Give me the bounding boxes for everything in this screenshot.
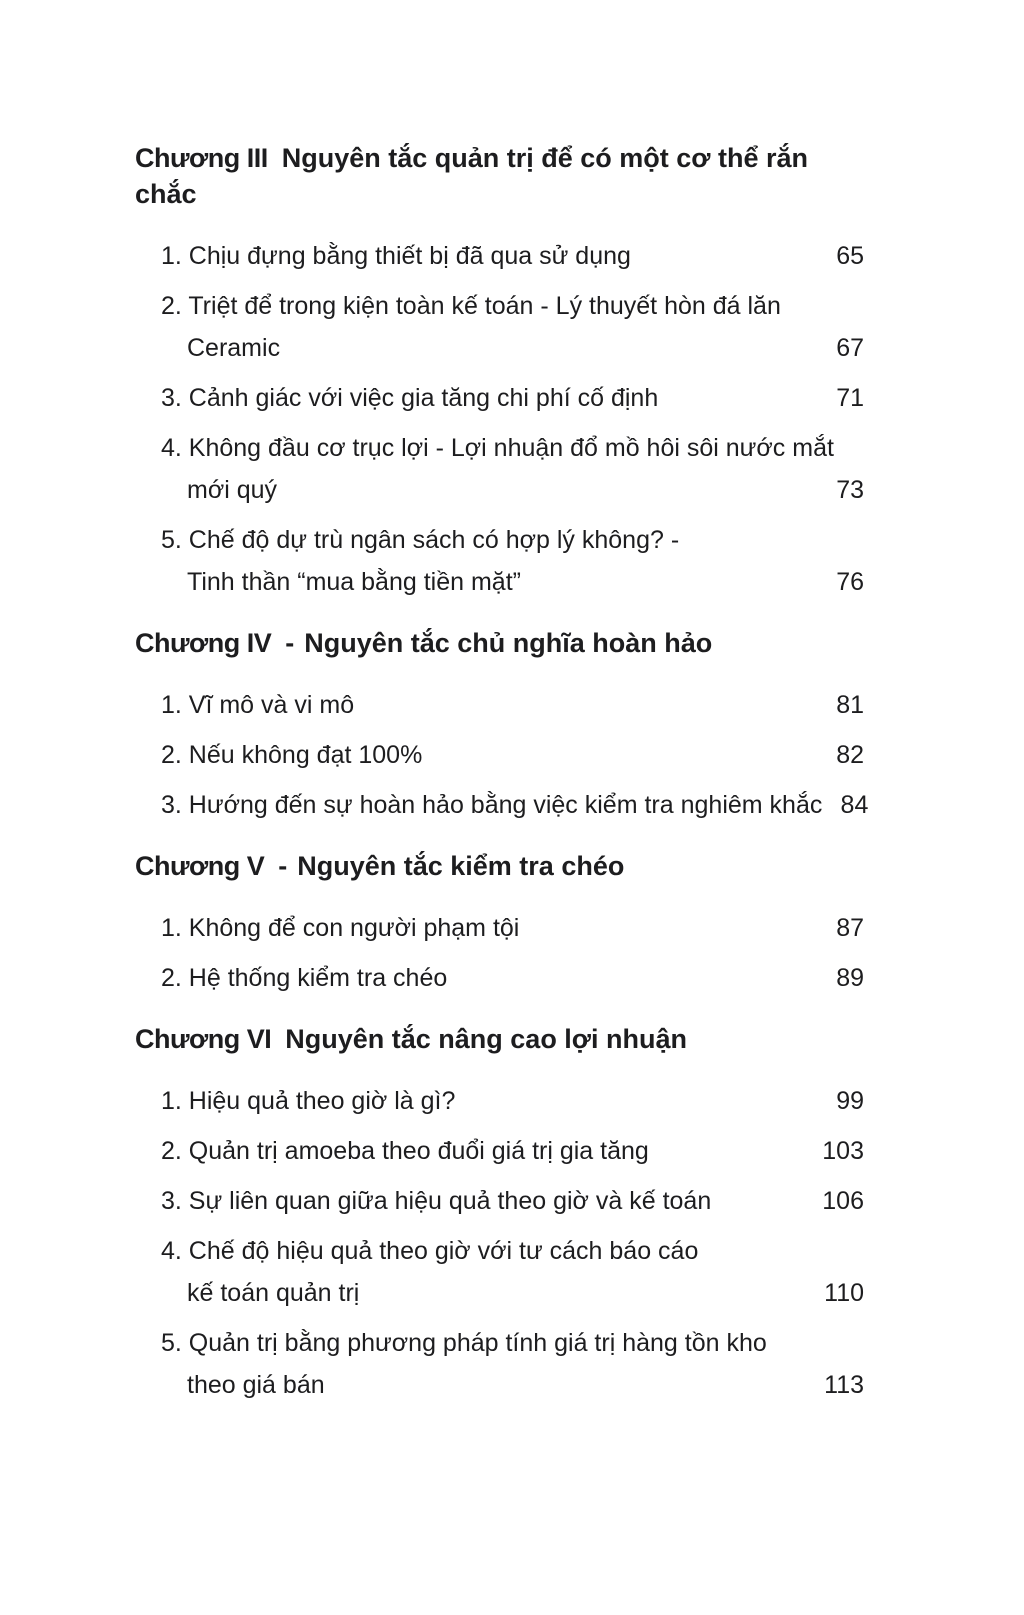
entry-page-number: 99 — [836, 1087, 864, 1115]
entry-text: 1. Hiệu quả theo giờ là gì? — [161, 1087, 456, 1115]
toc-entry — [161, 1180, 864, 1222]
entry-text: 5. Chế độ dự trù ngân sách có hợp lý không? - — [161, 526, 680, 554]
chapter-heading — [135, 625, 864, 661]
toc-entry-line — [161, 1230, 864, 1272]
toc-sections — [135, 140, 869, 1406]
toc-entry — [161, 684, 864, 726]
entry-text: theo giá bán — [187, 1371, 325, 1399]
toc-entry — [161, 377, 864, 419]
toc-entry-line — [161, 285, 864, 327]
entry-text: 2. Nếu không đạt 100% — [161, 741, 423, 769]
chapter-label: Chương V — [135, 851, 265, 881]
entry-text: Tinh thần “mua bằng tiền mặt” — [187, 568, 521, 596]
entry-text: 3. Cảnh giác với việc gia tăng chi phí cố định — [161, 384, 659, 412]
toc-entry-line — [161, 734, 864, 776]
toc-section-1 — [135, 140, 864, 603]
entry-page-number: 65 — [836, 242, 864, 270]
entry-text: 1. Vĩ mô và vi mô — [161, 691, 355, 719]
toc-entry-line — [161, 1130, 864, 1172]
entry-page-number: 103 — [822, 1137, 864, 1165]
entry-page-number: 71 — [836, 384, 864, 412]
toc-entry-line — [161, 427, 864, 469]
chapter-heading — [135, 1021, 864, 1057]
toc-entry-line — [161, 235, 864, 277]
entry-text: mới quý — [187, 476, 278, 504]
toc-entry — [161, 907, 864, 949]
toc-entry-line — [161, 784, 869, 826]
toc-entry-line — [161, 1272, 864, 1314]
toc-entry — [161, 1322, 864, 1406]
entry-text: 1. Không để con người phạm tội — [161, 914, 520, 942]
toc-entry — [161, 957, 864, 999]
entry-page-number: 73 — [836, 476, 864, 504]
toc-entry — [161, 734, 864, 776]
toc-entry — [161, 1080, 864, 1122]
entry-page-number: 87 — [836, 914, 864, 942]
toc-entry-line — [161, 327, 864, 369]
entry-text: kế toán quản trị — [187, 1279, 360, 1307]
entry-page-number: 81 — [836, 691, 864, 719]
chapter-heading — [135, 140, 864, 212]
toc-entry — [161, 235, 864, 277]
chapter-separator: - — [285, 628, 295, 658]
chapter-title: Nguyên tắc chủ nghĩa hoàn hảo — [304, 628, 713, 658]
entry-page-number: 84 — [840, 791, 869, 819]
toc-entry-line — [161, 684, 864, 726]
toc-entry-line — [161, 907, 864, 949]
entry-text: 3. Hướng đến sự hoàn hảo bằng việc kiểm tra nghiêm khắc — [161, 791, 823, 819]
entry-text: 3. Sự liên quan giữa hiệu quả theo giờ và kế toán — [161, 1187, 712, 1215]
toc-entry-line — [161, 1322, 864, 1364]
chapter-heading — [135, 848, 864, 884]
entry-page-number: 67 — [836, 334, 864, 362]
chapter-title: Nguyên tắc nâng cao lợi nhuận — [285, 1024, 687, 1054]
entry-page-number: 106 — [822, 1187, 864, 1215]
toc-entry-line — [161, 1080, 864, 1122]
toc-entry-line — [161, 377, 864, 419]
toc-entry — [161, 1130, 864, 1172]
toc-entry-line — [161, 561, 864, 603]
entry-text: 1. Chịu đựng bằng thiết bị đã qua sử dụng — [161, 242, 631, 270]
toc-section-4 — [135, 1021, 864, 1406]
toc-entry — [161, 784, 869, 826]
toc-entry-line — [161, 1364, 864, 1406]
entry-page-number: 113 — [824, 1371, 864, 1399]
entry-text: Ceramic — [187, 334, 281, 362]
chapter-label: Chương III — [135, 143, 268, 173]
toc-entry-line — [161, 1180, 864, 1222]
entry-page-number: 76 — [836, 568, 864, 596]
entry-page-number: 82 — [836, 741, 864, 769]
toc-entry — [161, 519, 864, 603]
entry-text: 5. Quản trị bằng phương pháp tính giá trị hàng tồn kho — [161, 1329, 767, 1357]
toc-section-3 — [135, 848, 864, 999]
toc-entry-line — [161, 957, 864, 999]
chapter-label: Chương IV — [135, 628, 272, 658]
toc-entry — [161, 427, 864, 511]
chapter-title: Nguyên tắc kiểm tra chéo — [297, 851, 625, 881]
toc-section-2 — [135, 625, 869, 826]
chapter-title: Nguyên tắc quản trị để có một cơ thể rắn chắc — [135, 143, 809, 209]
entry-text: 2. Hệ thống kiểm tra chéo — [161, 964, 448, 992]
entry-text: 4. Không đầu cơ trục lợi - Lợi nhuận đổ mồ hôi sôi nước mắt — [161, 434, 834, 462]
chapter-separator: - — [278, 851, 288, 881]
chapter-label: Chương VI — [135, 1024, 272, 1054]
toc-entry — [161, 285, 864, 369]
toc-entry-line — [161, 469, 864, 511]
entry-text: 2. Quản trị amoeba theo đuổi giá trị gia tăng — [161, 1137, 649, 1165]
entry-text: 4. Chế độ hiệu quả theo giờ với tư cách báo cáo — [161, 1237, 699, 1265]
toc-entry-line — [161, 519, 864, 561]
entry-page-number: 110 — [824, 1279, 864, 1307]
toc-entry — [161, 1230, 864, 1314]
entry-text: 2. Triệt để trong kiện toàn kế toán - Lý thuyết hòn đá lăn — [161, 292, 781, 320]
entry-page-number: 89 — [836, 964, 864, 992]
